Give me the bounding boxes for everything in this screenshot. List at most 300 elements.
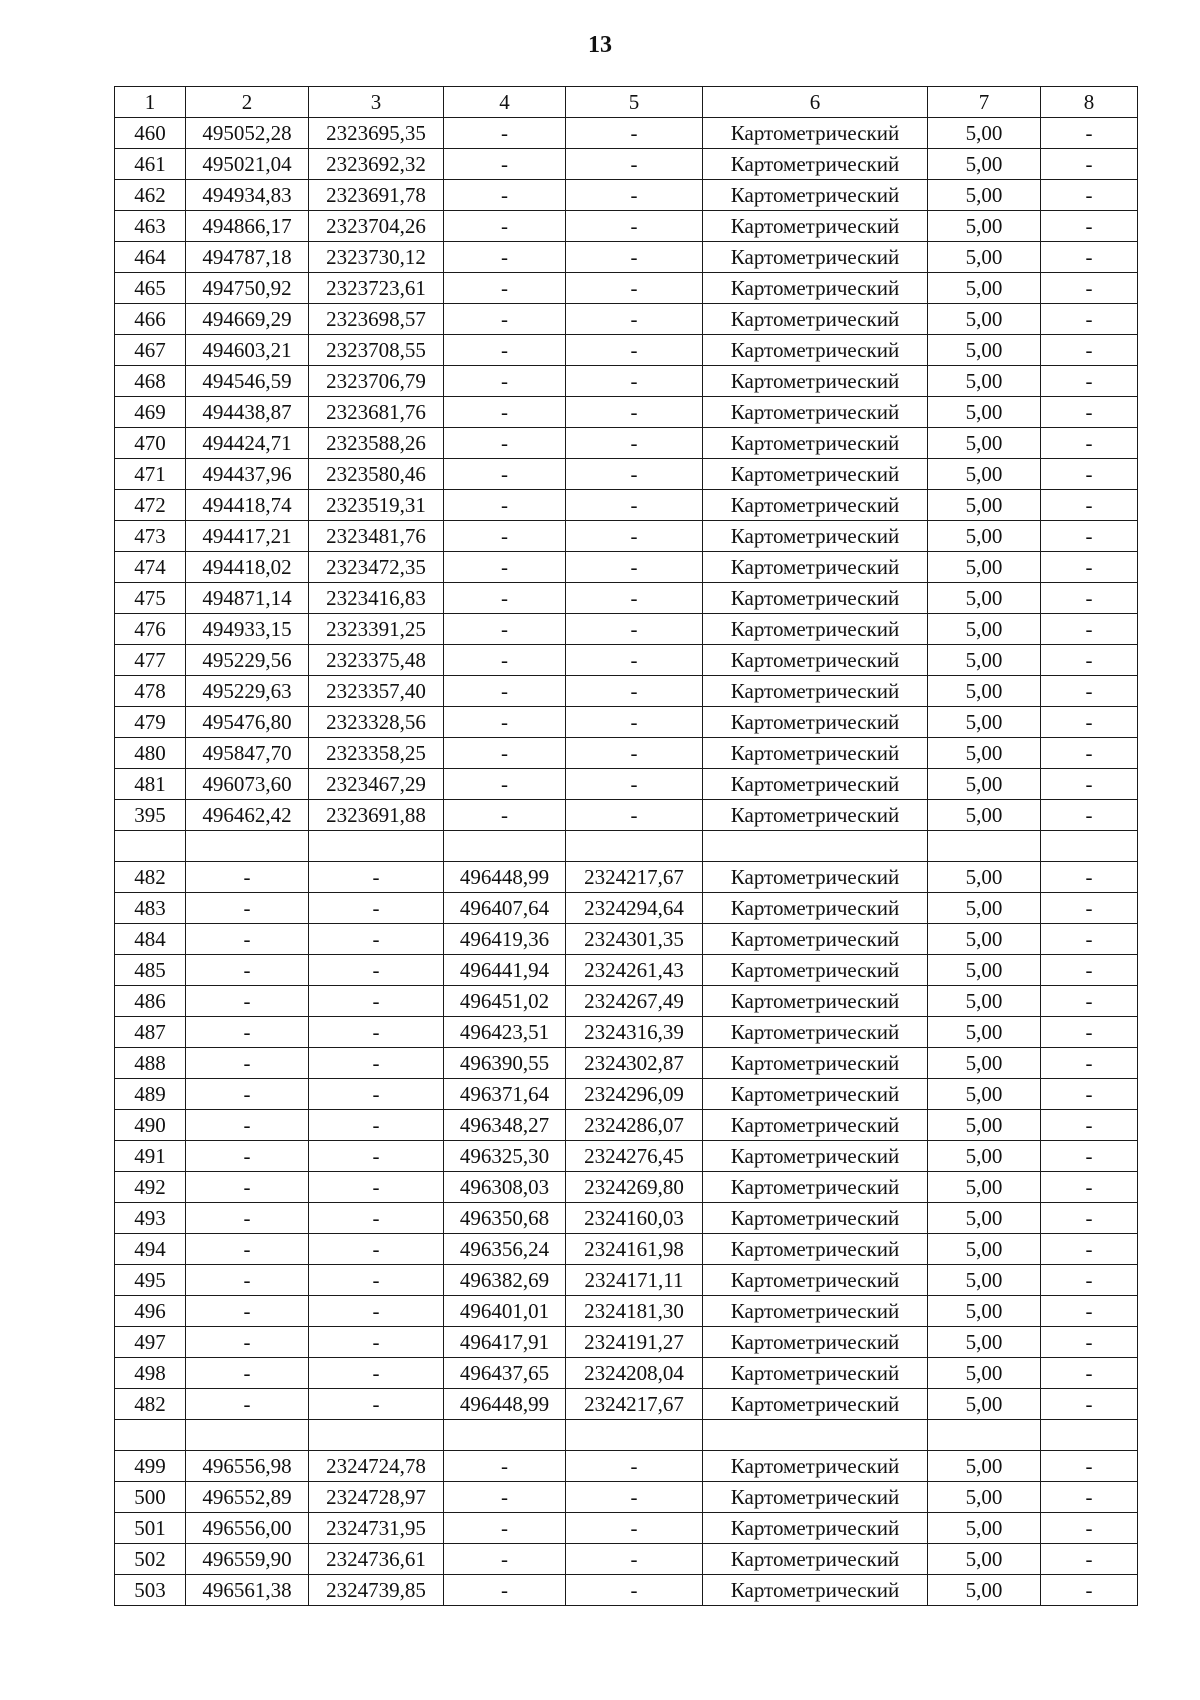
table-cell: - (1041, 645, 1138, 676)
table-cell: 486 (115, 986, 186, 1017)
table-cell: 2324286,07 (566, 1110, 703, 1141)
table-cell: 5,00 (928, 955, 1041, 986)
table-cell: - (309, 1203, 444, 1234)
table-cell: 485 (115, 955, 186, 986)
table-cell: 496325,30 (444, 1141, 566, 1172)
table-cell: 498 (115, 1358, 186, 1389)
table-cell: - (1041, 1451, 1138, 1482)
table-cell: - (186, 1327, 309, 1358)
table-row (115, 614, 1138, 645)
table-cell (186, 1420, 309, 1451)
table-cell (703, 831, 928, 862)
table-cell: - (444, 800, 566, 831)
table-cell: 2324191,27 (566, 1327, 703, 1358)
table-cell: 462 (115, 180, 186, 211)
table-cell: 2324301,35 (566, 924, 703, 955)
table-cell: Картометрический (703, 1017, 928, 1048)
table-cell: 2324276,45 (566, 1141, 703, 1172)
table-row (115, 428, 1138, 459)
table-cell: - (1041, 273, 1138, 304)
table-cell: 2324269,80 (566, 1172, 703, 1203)
table-cell: 474 (115, 552, 186, 583)
table-cell: - (566, 676, 703, 707)
table-cell: 5,00 (928, 335, 1041, 366)
table-cell: 496441,94 (444, 955, 566, 986)
table-cell: - (444, 149, 566, 180)
table-cell: - (1041, 1327, 1138, 1358)
table-cell: 2324171,11 (566, 1265, 703, 1296)
table-cell: 5,00 (928, 1265, 1041, 1296)
table-cell: Картометрический (703, 738, 928, 769)
table-cell: 494546,59 (186, 366, 309, 397)
table-cell: - (186, 893, 309, 924)
table-cell: 5,00 (928, 273, 1041, 304)
table-cell: 473 (115, 521, 186, 552)
table-cell: Картометрический (703, 335, 928, 366)
table-row (115, 366, 1138, 397)
table-cell: - (444, 1451, 566, 1482)
table-cell: 490 (115, 1110, 186, 1141)
table-cell: - (1041, 583, 1138, 614)
column-header: 3 (309, 87, 444, 118)
table-row (115, 335, 1138, 366)
table-cell: 478 (115, 676, 186, 707)
table-cell: 499 (115, 1451, 186, 1482)
table-cell: 5,00 (928, 738, 1041, 769)
table-cell: - (186, 862, 309, 893)
table-row (115, 211, 1138, 242)
page-number: 13 (588, 32, 612, 58)
table-cell: - (566, 397, 703, 428)
table-cell: 2323358,25 (309, 738, 444, 769)
table-cell: Картометрический (703, 304, 928, 335)
table-cell: - (566, 614, 703, 645)
table-cell: 5,00 (928, 1513, 1041, 1544)
table-cell: - (186, 1110, 309, 1141)
table-cell: 2324208,04 (566, 1358, 703, 1389)
table-cell: 2323391,25 (309, 614, 444, 645)
table-cell: Картометрический (703, 1110, 928, 1141)
column-header: 7 (928, 87, 1041, 118)
table-cell: - (1041, 459, 1138, 490)
table-cell: - (309, 1296, 444, 1327)
table-cell: - (1041, 521, 1138, 552)
table-cell: - (186, 1172, 309, 1203)
table-cell: - (309, 1141, 444, 1172)
table-cell: 496561,38 (186, 1575, 309, 1606)
table-cell: 496448,99 (444, 862, 566, 893)
table-cell: - (1041, 242, 1138, 273)
header-row (115, 87, 1138, 118)
table-cell: 496451,02 (444, 986, 566, 1017)
table-cell: - (566, 1575, 703, 1606)
table-cell: 2323580,46 (309, 459, 444, 490)
table-cell: Картометрический (703, 459, 928, 490)
table-cell: 2324296,09 (566, 1079, 703, 1110)
table-cell: - (1041, 1017, 1138, 1048)
table-cell: - (566, 366, 703, 397)
table-cell: - (1041, 614, 1138, 645)
table-cell (928, 831, 1041, 862)
table-row (115, 862, 1138, 893)
table-cell: 495 (115, 1265, 186, 1296)
table-cell: 495229,56 (186, 645, 309, 676)
table-cell: 5,00 (928, 459, 1041, 490)
table-cell: - (566, 180, 703, 211)
table-row (115, 521, 1138, 552)
table-cell: 2323708,55 (309, 335, 444, 366)
table-cell: 471 (115, 459, 186, 490)
table-cell: 2324161,98 (566, 1234, 703, 1265)
table-row (115, 1296, 1138, 1327)
table-cell: 5,00 (928, 242, 1041, 273)
table-cell: Картометрический (703, 118, 928, 149)
table-cell: Картометрический (703, 1296, 928, 1327)
table-cell: Картометрический (703, 428, 928, 459)
table-cell: 489 (115, 1079, 186, 1110)
table-cell: 5,00 (928, 180, 1041, 211)
table-cell: - (566, 521, 703, 552)
table-cell: 2323467,29 (309, 769, 444, 800)
table-cell: 5,00 (928, 1451, 1041, 1482)
table-row (115, 769, 1138, 800)
table-cell: - (566, 242, 703, 273)
table-cell: - (309, 1234, 444, 1265)
table-cell: 477 (115, 645, 186, 676)
table-cell: - (186, 1234, 309, 1265)
table-cell: - (566, 1482, 703, 1513)
table-row (115, 1203, 1138, 1234)
table-cell: Картометрический (703, 1234, 928, 1265)
table-cell: 2324217,67 (566, 862, 703, 893)
table-cell: - (444, 1513, 566, 1544)
table-row (115, 1265, 1138, 1296)
table-cell: 494438,87 (186, 397, 309, 428)
column-header: 4 (444, 87, 566, 118)
table-cell: - (1041, 1110, 1138, 1141)
table-cell: 5,00 (928, 769, 1041, 800)
table-cell: Картометрический (703, 552, 928, 583)
table-row (115, 800, 1138, 831)
table-cell: - (309, 1265, 444, 1296)
table-cell: - (186, 1141, 309, 1172)
table-cell: - (1041, 986, 1138, 1017)
table-cell: 5,00 (928, 211, 1041, 242)
table-cell: 5,00 (928, 1482, 1041, 1513)
table-cell: - (566, 769, 703, 800)
table-cell: 481 (115, 769, 186, 800)
table-cell: Картометрический (703, 273, 928, 304)
column-header: 2 (186, 87, 309, 118)
table-cell: - (444, 335, 566, 366)
table-row (115, 738, 1138, 769)
table-cell: - (444, 614, 566, 645)
table-cell: 494933,15 (186, 614, 309, 645)
table-cell: - (186, 924, 309, 955)
table-cell: 484 (115, 924, 186, 955)
table-row (115, 1327, 1138, 1358)
table-cell (1041, 1420, 1138, 1451)
table-cell: 395 (115, 800, 186, 831)
table-cell: 5,00 (928, 800, 1041, 831)
table-cell: - (444, 180, 566, 211)
table-cell: - (566, 459, 703, 490)
table-cell: - (444, 211, 566, 242)
table-cell: 5,00 (928, 490, 1041, 521)
table-cell: 2324731,95 (309, 1513, 444, 1544)
column-header: 8 (1041, 87, 1138, 118)
table-cell: 494 (115, 1234, 186, 1265)
table-cell: - (186, 955, 309, 986)
table-cell: - (309, 1389, 444, 1420)
table-cell: 475 (115, 583, 186, 614)
table-cell: 5,00 (928, 676, 1041, 707)
table-row (115, 397, 1138, 428)
table-cell: - (186, 986, 309, 1017)
table-row (115, 459, 1138, 490)
table-row (115, 645, 1138, 676)
table-cell: 469 (115, 397, 186, 428)
table-cell: - (1041, 1296, 1138, 1327)
table-cell: Картометрический (703, 614, 928, 645)
table-cell: 497 (115, 1327, 186, 1358)
table-cell: 496308,03 (444, 1172, 566, 1203)
table-cell: Картометрический (703, 1513, 928, 1544)
table-cell: - (1041, 1079, 1138, 1110)
table-cell: - (1041, 1265, 1138, 1296)
table-cell: - (444, 1544, 566, 1575)
table-row (115, 707, 1138, 738)
table-cell: 496356,24 (444, 1234, 566, 1265)
table-cell: 5,00 (928, 1017, 1041, 1048)
table-cell: Картометрический (703, 149, 928, 180)
table-cell: 501 (115, 1513, 186, 1544)
table-cell: 496419,36 (444, 924, 566, 955)
table-cell: 496382,69 (444, 1265, 566, 1296)
table-cell: - (1041, 924, 1138, 955)
table-row (115, 955, 1138, 986)
table-cell: 468 (115, 366, 186, 397)
table-cell: - (444, 738, 566, 769)
table-cell: Картометрический (703, 1451, 928, 1482)
table-cell: - (1041, 366, 1138, 397)
table-cell: 5,00 (928, 1389, 1041, 1420)
table-cell: - (1041, 428, 1138, 459)
table-cell: - (566, 645, 703, 676)
table-cell: - (444, 366, 566, 397)
table-cell: 495052,28 (186, 118, 309, 149)
table-cell: - (1041, 1389, 1138, 1420)
table-cell: 5,00 (928, 862, 1041, 893)
table-cell: - (566, 583, 703, 614)
table-cell: 2323472,35 (309, 552, 444, 583)
column-header: 5 (566, 87, 703, 118)
table-row (115, 180, 1138, 211)
table-cell: - (186, 1017, 309, 1048)
table-cell: - (566, 273, 703, 304)
table-cell: Картометрический (703, 800, 928, 831)
table-cell: - (444, 428, 566, 459)
table-cell: 2323692,32 (309, 149, 444, 180)
table-cell: - (444, 1482, 566, 1513)
table-cell: 461 (115, 149, 186, 180)
table-cell: 2323730,12 (309, 242, 444, 273)
table-cell: 2324294,64 (566, 893, 703, 924)
table-cell: 2323698,57 (309, 304, 444, 335)
table-cell: - (1041, 304, 1138, 335)
table-cell: - (566, 428, 703, 459)
table-row (115, 1017, 1138, 1048)
table-cell: - (444, 459, 566, 490)
table-cell: 5,00 (928, 1296, 1041, 1327)
table-cell: 491 (115, 1141, 186, 1172)
table-cell: 496437,65 (444, 1358, 566, 1389)
table-cell (1041, 831, 1138, 862)
table-cell: - (1041, 800, 1138, 831)
table-cell: 5,00 (928, 1110, 1041, 1141)
table-cell: 494871,14 (186, 583, 309, 614)
table-cell: - (1041, 1575, 1138, 1606)
table-cell: 2323704,26 (309, 211, 444, 242)
table-cell: Картометрический (703, 1079, 928, 1110)
table-cell: - (186, 1358, 309, 1389)
table-cell: 480 (115, 738, 186, 769)
table-cell: - (1041, 955, 1138, 986)
table-cell: - (309, 1110, 444, 1141)
table-row (115, 1389, 1138, 1420)
table-row (115, 1110, 1138, 1141)
table-cell: Картометрический (703, 1265, 928, 1296)
table-cell: - (566, 738, 703, 769)
table-cell: 494437,96 (186, 459, 309, 490)
table-cell: 492 (115, 1172, 186, 1203)
table-cell: 2324728,97 (309, 1482, 444, 1513)
table-cell: - (309, 1017, 444, 1048)
table-row (115, 490, 1138, 521)
table-cell: - (1041, 1048, 1138, 1079)
table-cell (566, 1420, 703, 1451)
table-cell: Картометрический (703, 583, 928, 614)
table-cell (928, 1420, 1041, 1451)
table-cell: 2324739,85 (309, 1575, 444, 1606)
table-cell: 496390,55 (444, 1048, 566, 1079)
table-cell: - (566, 211, 703, 242)
table-row (115, 1048, 1138, 1079)
table-row (115, 1234, 1138, 1265)
table-cell: - (566, 552, 703, 583)
table-cell: - (444, 397, 566, 428)
table-cell: Картометрический (703, 1358, 928, 1389)
table-cell: 495847,70 (186, 738, 309, 769)
table-cell: 2323706,79 (309, 366, 444, 397)
table-row (115, 1575, 1138, 1606)
table-cell: - (1041, 707, 1138, 738)
table-row (115, 149, 1138, 180)
table-cell: 496423,51 (444, 1017, 566, 1048)
table-cell: Картометрический (703, 862, 928, 893)
table-row (115, 924, 1138, 955)
table-cell: - (309, 1079, 444, 1110)
table-cell: - (1041, 769, 1138, 800)
blank-separator-row (115, 831, 1138, 862)
table-cell: 494934,83 (186, 180, 309, 211)
table-cell: 2324267,49 (566, 986, 703, 1017)
table-cell: - (566, 335, 703, 366)
table-cell: 460 (115, 118, 186, 149)
table-cell: - (444, 118, 566, 149)
table-cell: - (1041, 1141, 1138, 1172)
table-cell: 487 (115, 1017, 186, 1048)
table-cell: 500 (115, 1482, 186, 1513)
table-cell: Картометрический (703, 1389, 928, 1420)
table-row (115, 893, 1138, 924)
table-cell: - (186, 1203, 309, 1234)
table-cell: Картометрический (703, 1172, 928, 1203)
table-row (115, 1172, 1138, 1203)
table-cell: Картометрический (703, 1327, 928, 1358)
table-cell: 5,00 (928, 645, 1041, 676)
table-cell: - (566, 800, 703, 831)
table-cell: 466 (115, 304, 186, 335)
table-row (115, 552, 1138, 583)
table-cell: 494866,17 (186, 211, 309, 242)
table-cell: - (1041, 1203, 1138, 1234)
table-cell: - (1041, 118, 1138, 149)
table-row (115, 676, 1138, 707)
table-cell: 5,00 (928, 986, 1041, 1017)
table-cell: Картометрический (703, 1203, 928, 1234)
table-cell: 5,00 (928, 366, 1041, 397)
table-cell: - (309, 986, 444, 1017)
table-cell: Картометрический (703, 490, 928, 521)
table-cell: 5,00 (928, 149, 1041, 180)
table-cell: 472 (115, 490, 186, 521)
table-cell: - (309, 1048, 444, 1079)
table-cell (115, 831, 186, 862)
table-body (115, 118, 1138, 1606)
table-cell (309, 831, 444, 862)
table-cell: 2323357,40 (309, 676, 444, 707)
table-cell (566, 831, 703, 862)
table-cell: - (444, 676, 566, 707)
table-cell: 2323695,35 (309, 118, 444, 149)
table-cell: - (1041, 1234, 1138, 1265)
table-cell: Картометрический (703, 645, 928, 676)
table-cell: 463 (115, 211, 186, 242)
table-cell: 496448,99 (444, 1389, 566, 1420)
table-cell: - (1041, 738, 1138, 769)
table-cell: 5,00 (928, 1141, 1041, 1172)
table-cell: 2323691,78 (309, 180, 444, 211)
table-cell: - (444, 521, 566, 552)
table-cell: 5,00 (928, 1544, 1041, 1575)
table-cell: 5,00 (928, 1079, 1041, 1110)
table-cell: Картометрический (703, 1544, 928, 1575)
table-cell: 496 (115, 1296, 186, 1327)
table-cell: - (444, 707, 566, 738)
table-cell: - (566, 1544, 703, 1575)
table-cell: 470 (115, 428, 186, 459)
table-cell: 467 (115, 335, 186, 366)
table-cell: Картометрический (703, 1048, 928, 1079)
table-cell (309, 1420, 444, 1451)
table-cell: 5,00 (928, 428, 1041, 459)
table-cell: 5,00 (928, 552, 1041, 583)
table-row (115, 118, 1138, 149)
table-cell: - (1041, 211, 1138, 242)
table-cell: 5,00 (928, 397, 1041, 428)
table-cell: 496073,60 (186, 769, 309, 800)
